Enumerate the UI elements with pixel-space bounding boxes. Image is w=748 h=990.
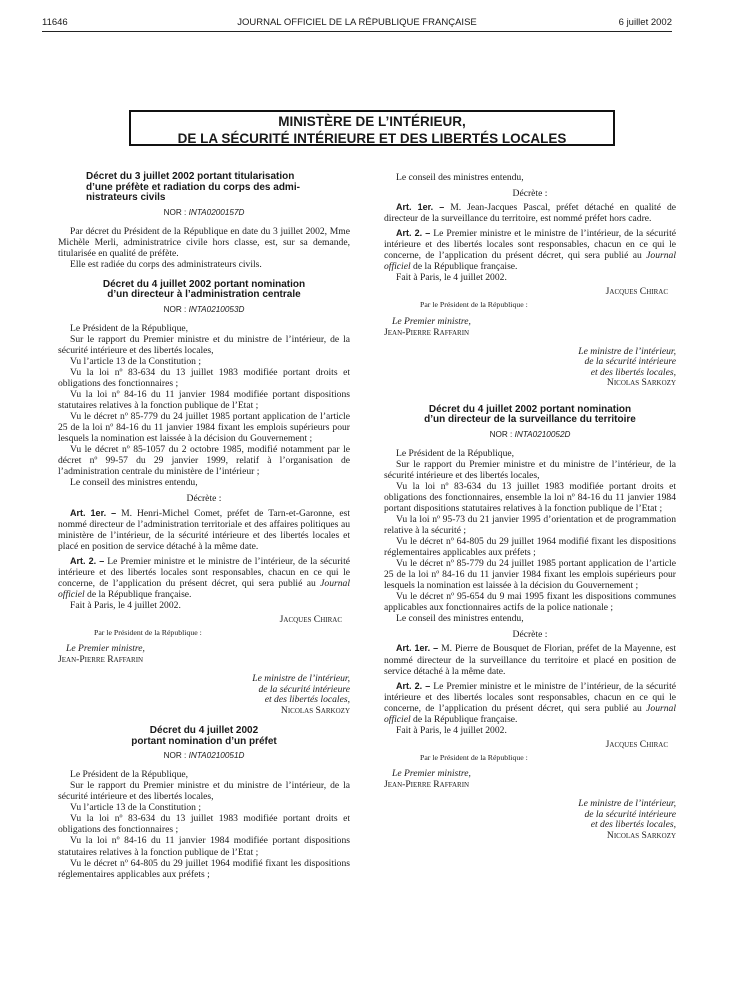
paragraph: Vu le décret nº 85-1057 du 2 octobre 1985, modifié notamment par le décret nº 99-57 du 29 janvier 1999, relatif à l’organisation de l’administration centrale du ministère de l’intérieur ; bbox=[58, 444, 350, 478]
paragraph: Sur le rapport du Premier ministre et du ministre de l’intérieur, de la sécurité intérieure et des libertés locales, bbox=[58, 333, 350, 356]
nor-label: NOR : bbox=[163, 304, 189, 314]
paragraph: Vu la loi nº 84-16 du 11 janvier 1984 modifiée portant dispositions statutaires relatives à la fonction publique de l’Etat ; bbox=[58, 835, 350, 858]
paragraph: Vu le décret nº 64-805 du 29 juillet 1964 modifié fixant les dispositions réglementaires applicables aux préfets ; bbox=[384, 536, 676, 559]
decree-title-line: d’un directeur de la surveillance du territoire bbox=[424, 414, 636, 426]
article-text: Le Premier ministre et le ministre de l’intérieur, de la sécurité intérieure et des libertés locales sont responsables, chacun en ce qui le concerne, de l’application du présent décret, qui sera publié au bbox=[384, 228, 676, 262]
paragraph: Vu l’article 13 de la Constitution ; bbox=[70, 355, 202, 367]
decree-1 bbox=[58, 172, 350, 270]
journal-officiel-ref: Journal officiel bbox=[384, 702, 676, 725]
ministry-heading-box bbox=[129, 110, 615, 146]
fait-a-paris: Fait à Paris, le 4 juillet 2002. bbox=[396, 272, 507, 284]
fait-a-paris: Fait à Paris, le 4 juillet 2002. bbox=[70, 599, 181, 611]
article-text: M. Jean-Jacques Pascal, préfet détaché en qualité de directeur de la surveillance du territoire, est nommé préfet hors cadre. bbox=[384, 202, 676, 225]
article-2 bbox=[58, 556, 350, 600]
article-text: M. Henri-Michel Comet, préfet de Tarn-et-Garonne, est nommé directeur de l’administration territoriale et des affaires politiques au ministère de l’intérieur, de la sécurité intérieure et des libertés locales et placé en position de service détaché à la même date. bbox=[58, 507, 351, 552]
article-text: Le Premier ministre et le ministre de l’intérieur, de la sécurité intérieure et des libertés locales sont responsables, chacun en ce qui le concerne, de l’application du présent décret, qui sera publié au bbox=[58, 555, 350, 589]
decrete-heading: Décrète : bbox=[512, 629, 548, 641]
journal-title: JOURNAL OFFICIEL DE LA RÉPUBLIQUE FRANÇAISE bbox=[237, 17, 477, 28]
nor-label: NOR : bbox=[163, 751, 189, 761]
article-label: Art. 2. – bbox=[396, 680, 431, 691]
decree-title bbox=[58, 726, 350, 747]
decree-title-line: Décret du 4 juillet 2002 bbox=[149, 725, 259, 737]
paragraph: Sur le rapport du Premier ministre et du ministre de l’intérieur, de la sécurité intérieure et des libertés locales, bbox=[58, 780, 350, 803]
minister-line: de la sécurité intérieure bbox=[258, 683, 350, 695]
paragraph: Vu la loi nº 83-634 du 13 juillet 1983 modifiée portant droits et obligations des fonctionnaires ; bbox=[58, 813, 350, 836]
decree-title-line: Décret du 3 juillet 2002 portant titularisation bbox=[86, 171, 295, 182]
minister-line: Le ministre de l’intérieur, bbox=[252, 673, 350, 685]
ministry-line-1: MINISTÈRE DE L’INTÉRIEUR, bbox=[278, 114, 466, 129]
nor-code: INTA0200157D bbox=[188, 207, 245, 217]
left-column bbox=[58, 172, 350, 880]
issue-date: 6 juillet 2002 bbox=[618, 17, 672, 28]
journal-officiel-ref: Journal officiel bbox=[58, 577, 350, 600]
paragraph: Vu la loi nº 83-634 du 13 juillet 1983 modifiée portant droits et obligations des fonctionnaires, ensemble la loi nº 84-16 du 11 janvier 1984 portant dispositions statutaires relatives à la fonction publique de l’Etat ; bbox=[384, 480, 676, 514]
article-text: de la République française. bbox=[410, 713, 518, 725]
decree-title-line: Décret du 4 juillet 2002 portant nomination bbox=[102, 278, 306, 290]
signature-president: Jacques Chirac bbox=[279, 613, 342, 625]
article-label: Art. 1er. – bbox=[396, 643, 439, 654]
decree-2 bbox=[58, 280, 350, 716]
decree-title bbox=[58, 280, 350, 301]
decree-title-line: nistrateurs civils bbox=[86, 192, 166, 203]
paragraph: Elle est radiée du corps des administrateurs civils. bbox=[70, 258, 262, 270]
minister-line: Le ministre de l’intérieur, bbox=[578, 798, 676, 810]
page-number: 11646 bbox=[42, 17, 68, 28]
decree-title-line: d’un directeur à l’administration centrale bbox=[107, 289, 301, 301]
journal-officiel-ref: Journal officiel bbox=[384, 250, 676, 273]
nor-reference bbox=[58, 750, 350, 761]
nor-code: INTA0210051D bbox=[188, 751, 245, 761]
article-label: Art. 2. – bbox=[70, 555, 105, 566]
article-1 bbox=[384, 202, 676, 224]
nor-reference bbox=[58, 207, 350, 218]
pm-name: Jean-Pierre Raffarin bbox=[384, 778, 470, 790]
article-text: M. Pierre de Bousquet de Florian, préfet de la Mayenne, est nommé directeur de la surveillance du territoire et placé en position de service détaché à la même date. bbox=[384, 643, 676, 677]
paragraph: Le Président de la République, bbox=[396, 447, 515, 459]
nor-code: INTA0210052D bbox=[514, 429, 571, 439]
article-text: de la République française. bbox=[410, 261, 518, 273]
nor-label: NOR : bbox=[163, 207, 189, 217]
article-text: de la République française. bbox=[84, 588, 192, 600]
article-2 bbox=[384, 681, 676, 725]
paragraph: Vu le décret nº 95-654 du 9 mai 1995 fixant les dispositions communes applicables aux fonctionnaires actifs de la police nationale ; bbox=[384, 591, 676, 614]
paragraph: Le conseil des ministres entendu, bbox=[396, 613, 524, 625]
paragraph: Le conseil des ministres entendu, bbox=[70, 477, 198, 489]
minister-name: Nicolas Sarkozy bbox=[606, 377, 676, 389]
minister-signature-block bbox=[384, 799, 676, 841]
minister-line: et des libertés locales, bbox=[264, 694, 350, 706]
article-label: Art. 1er. – bbox=[70, 507, 117, 518]
nor-code: INTA0210053D bbox=[188, 304, 245, 314]
par-le-president: Par le Président de la République : bbox=[420, 752, 528, 762]
paragraph: Vu la loi nº 95-73 du 21 janvier 1995 d’orientation et de programmation relative à la sécurité ; bbox=[384, 513, 676, 536]
minister-line: et des libertés locales, bbox=[590, 819, 676, 831]
nor-label: NOR : bbox=[489, 429, 515, 439]
ministry-line-2: DE LA SÉCURITÉ INTÉRIEURE ET DES LIBERTÉS LOCALES bbox=[177, 131, 567, 146]
article-2 bbox=[384, 228, 676, 272]
article-label: Art. 1er. – bbox=[396, 202, 445, 213]
page-header bbox=[42, 15, 672, 32]
paragraph: Vu l’article 13 de la Constitution ; bbox=[70, 802, 202, 814]
signature-president: Jacques Chirac bbox=[605, 738, 668, 750]
decree-title-line: portant nomination d’un préfet bbox=[131, 735, 277, 747]
paragraph: Vu la loi nº 84-16 du 11 janvier 1984 modifiée portant dispositions statutaires relatives à la fonction publique de l’Etat ; bbox=[58, 389, 350, 412]
article-label: Art. 2. – bbox=[396, 228, 431, 239]
paragraph: Le conseil des ministres entendu, bbox=[396, 172, 524, 183]
article-text: Le Premier ministre et le ministre de l’intérieur, de la sécurité intérieure et des libertés locales sont responsables, chacun en ce qui le concerne, de l’application du présent décret, qui sera publié au bbox=[384, 680, 676, 714]
decree-title bbox=[384, 405, 676, 426]
decrete-heading: Décrète : bbox=[186, 493, 222, 505]
decree-3-continued bbox=[384, 172, 676, 389]
paragraph: Sur le rapport du Premier ministre et du ministre de l’intérieur, de la sécurité intérieure et des libertés locales, bbox=[384, 458, 676, 481]
par-le-president: Par le Président de la République : bbox=[94, 628, 202, 637]
nor-reference bbox=[58, 304, 350, 315]
right-column bbox=[384, 172, 676, 841]
minister-name: Nicolas Sarkozy bbox=[280, 704, 350, 716]
minister-signature-block bbox=[384, 347, 676, 389]
signature-president: Jacques Chirac bbox=[605, 286, 668, 298]
minister-line: Le ministre de l’intérieur, bbox=[578, 345, 676, 357]
minister-line: et des libertés locales, bbox=[590, 366, 676, 378]
pm-name: Jean-Pierre Raffarin bbox=[58, 654, 144, 666]
decree-title-line: Décret du 4 juillet 2002 portant nomination bbox=[428, 403, 632, 415]
pm-title: Le Premier ministre, bbox=[66, 643, 145, 655]
minister-line: de la sécurité intérieure bbox=[584, 808, 676, 820]
decree-3 bbox=[58, 726, 350, 880]
decree-title-line: d’une préfète et radiation du corps des admi- bbox=[86, 181, 300, 193]
minister-signature-block bbox=[58, 674, 350, 716]
article-1 bbox=[58, 508, 350, 552]
nor-reference bbox=[384, 429, 676, 440]
pm-name: Jean-Pierre Raffarin bbox=[384, 326, 470, 338]
paragraph: Vu le décret nº 64-805 du 29 juillet 1964 modifié fixant les dispositions réglementaires applicables aux préfets ; bbox=[58, 857, 350, 880]
paragraph: Le Président de la République, bbox=[70, 322, 189, 334]
fait-a-paris: Fait à Paris, le 4 juillet 2002. bbox=[396, 724, 507, 736]
minister-name: Nicolas Sarkozy bbox=[606, 829, 676, 841]
minister-line: de la sécurité intérieure bbox=[584, 356, 676, 368]
paragraph: Par décret du Président de la République en date du 3 juillet 2002, Mme Michèle Merli, administratrice civile hors classe, est, sur sa demande, titularisée en qualité de préfète. bbox=[58, 225, 350, 259]
paragraph: Vu le décret nº 85-779 du 24 juillet 1985 portant application de l’article 25 de la loi nº 84-16 du 11 janvier 1984 fixant les emplois supérieurs pour lesquels la nomination est laissée à la décision du Gouvernement ; bbox=[384, 558, 676, 592]
paragraph: Le Président de la République, bbox=[70, 769, 189, 781]
paragraph: Vu la loi nº 83-634 du 13 juillet 1983 modifiée portant droits et obligations des fonctionnaires ; bbox=[58, 366, 350, 390]
paragraph: Vu le décret nº 85-779 du 24 juillet 1985 portant application de l’article 25 de la loi nº 84-16 du 11 janvier 1984 fixant les emplois supérieurs pour lesquels la nomination est laissée à la décision du Gouvernement ; bbox=[58, 411, 350, 445]
pm-title: Le Premier ministre, bbox=[392, 315, 471, 327]
article-1 bbox=[384, 643, 676, 676]
pm-title: Le Premier ministre, bbox=[392, 767, 471, 779]
decree-title bbox=[58, 172, 350, 204]
par-le-president: Par le Président de la République : bbox=[420, 300, 528, 310]
decree-4 bbox=[384, 405, 676, 841]
decrete-heading: Décrète : bbox=[512, 188, 548, 200]
